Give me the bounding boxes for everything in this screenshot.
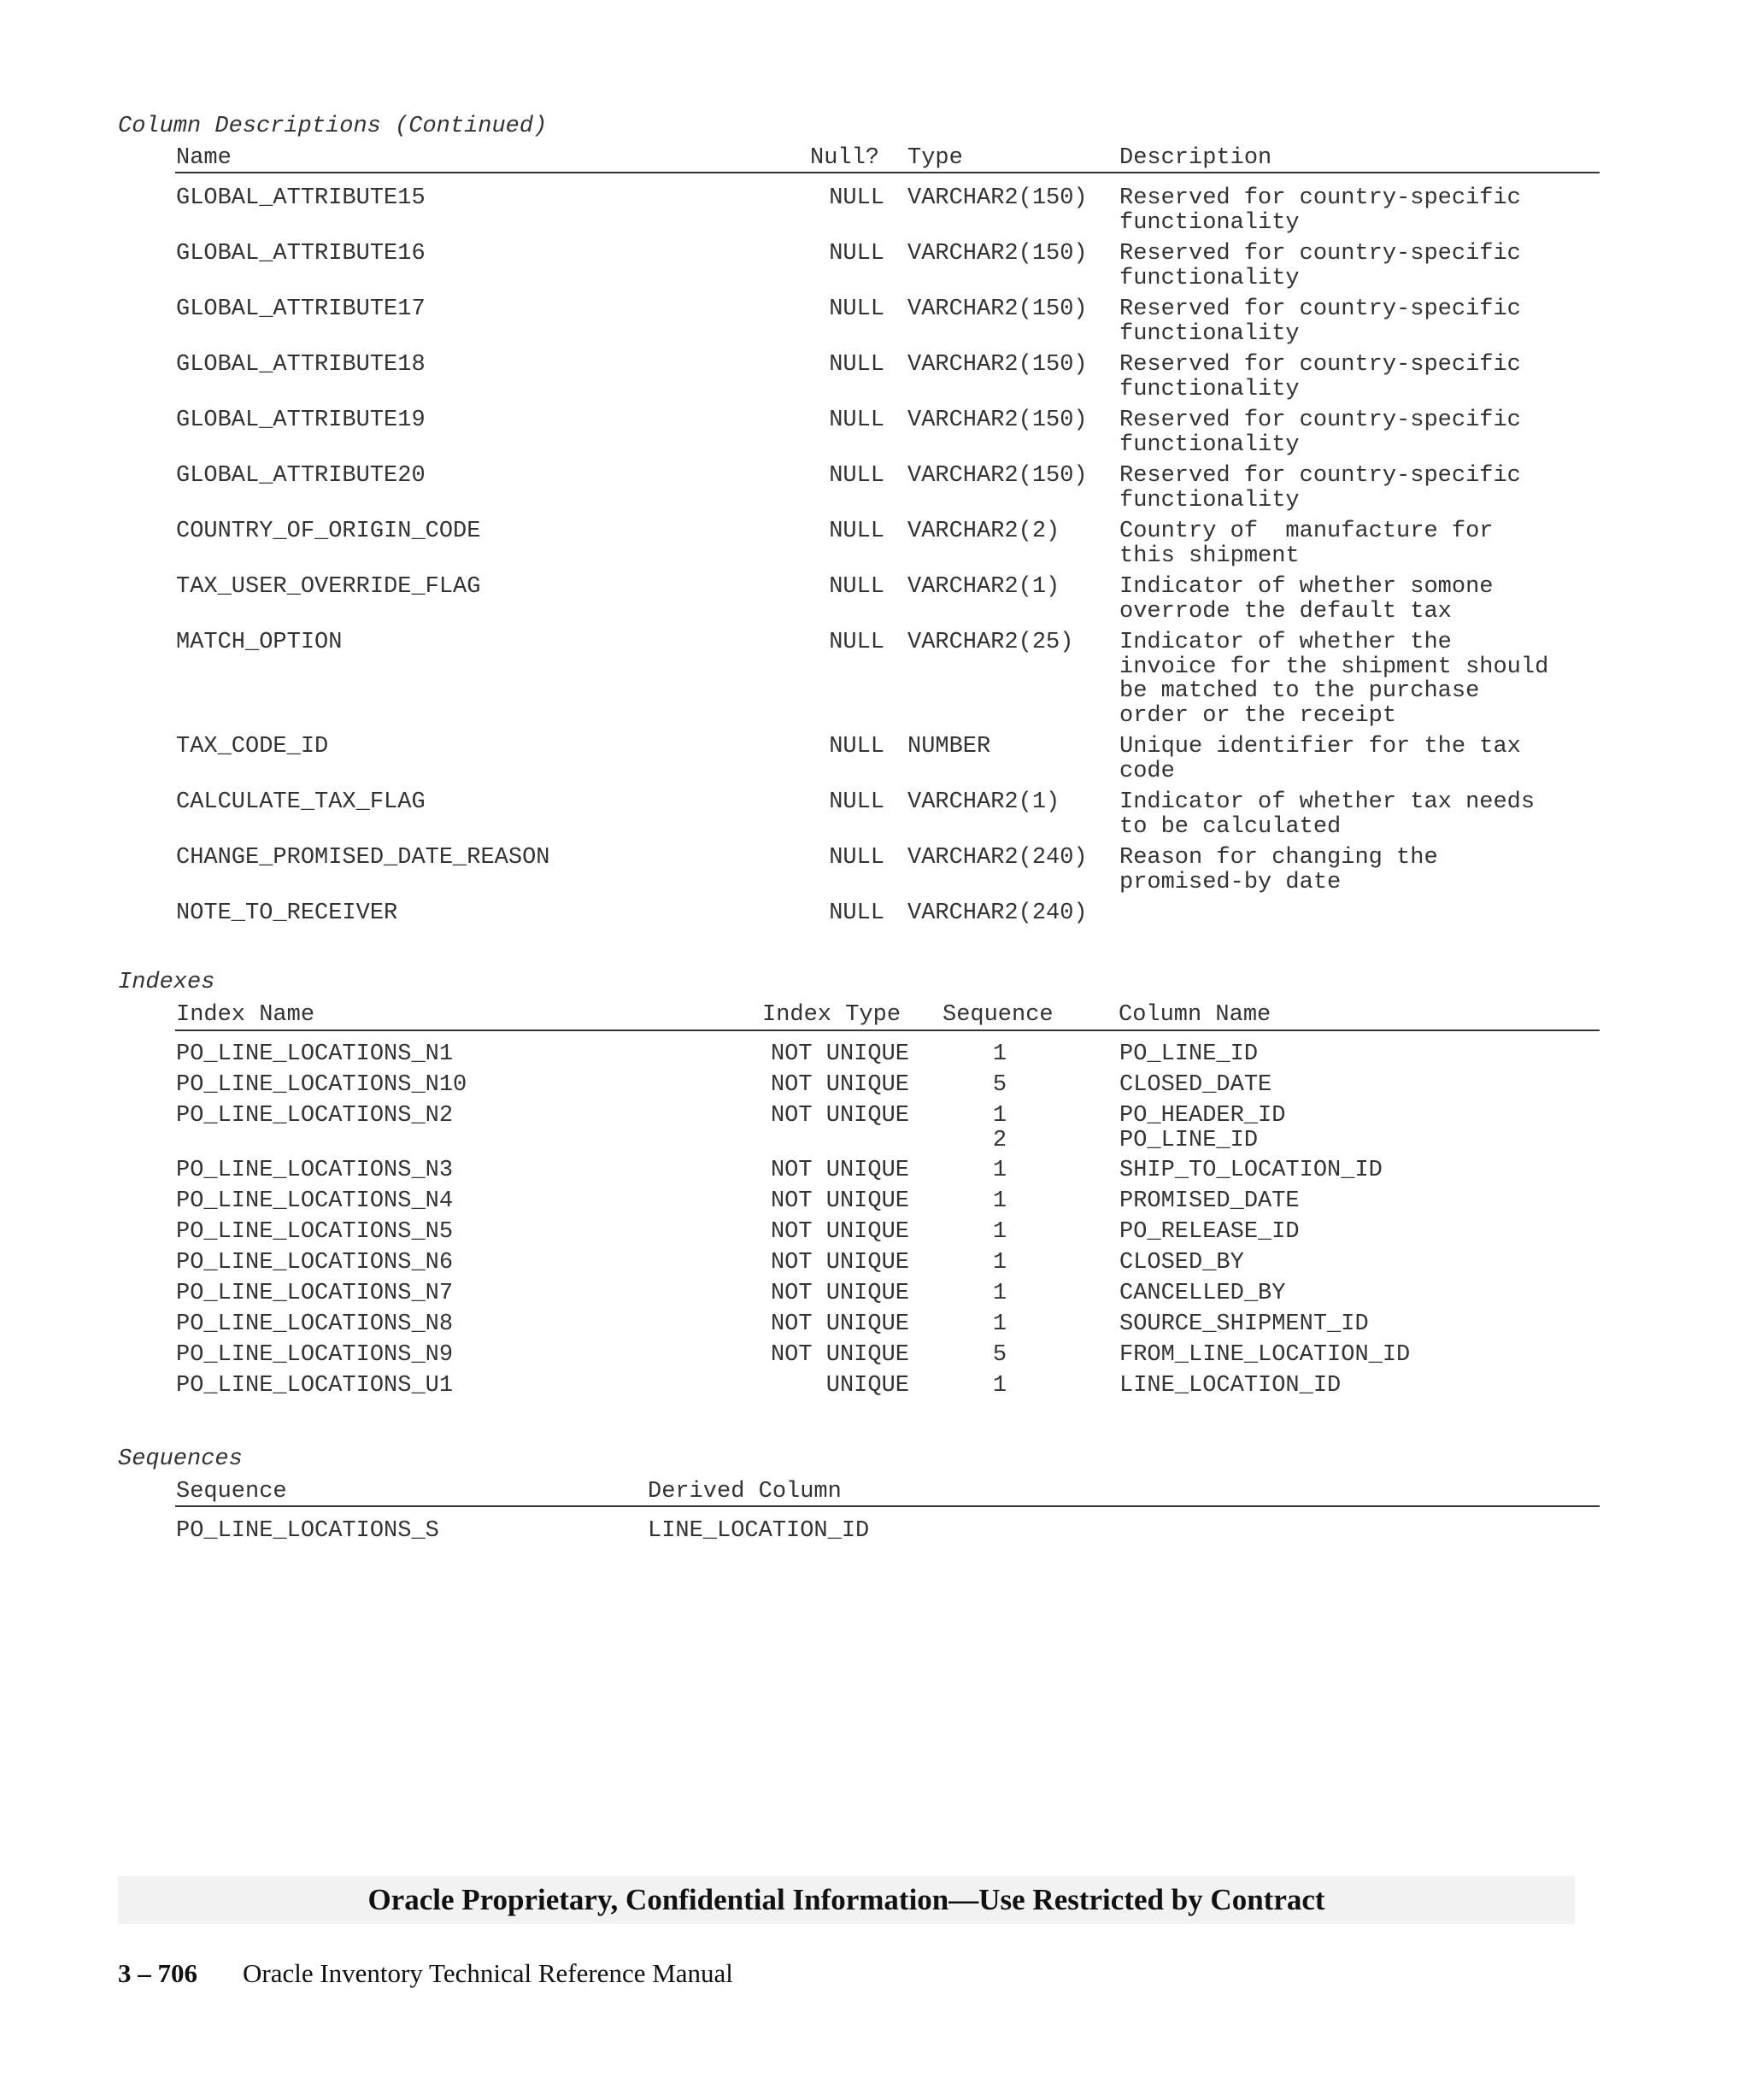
column-description-line: functionality (1119, 209, 1300, 236)
index-column-cell: PO_LINE_ID (1119, 1041, 1259, 1067)
index-name-cell: PO_LINE_LOCATIONS_N4 (176, 1188, 454, 1214)
page-number: 3 – 706 (118, 1958, 197, 1988)
column-null-cell: NULL (829, 789, 884, 815)
index-column-cell: CLOSED_BY (1119, 1250, 1244, 1276)
index-name-cell: PO_LINE_LOCATIONS_N10 (176, 1072, 467, 1098)
column-description-line: Reserved for country-specific (1119, 352, 1521, 378)
index-column-cell: SOURCE_SHIPMENT_ID (1119, 1311, 1369, 1337)
index-sequence-cell: 2 (992, 1127, 1007, 1153)
sequence-name-cell: PO_LINE_LOCATIONS_S (176, 1518, 439, 1544)
index-type-cell: NOT UNIQUE (770, 1188, 909, 1214)
column-null-cell: NULL (829, 574, 884, 600)
column-null-cell: NULL (829, 463, 884, 489)
index-sequence-cell: 1 (992, 1311, 1007, 1337)
column-type-cell: VARCHAR2(150) (907, 241, 1088, 267)
index-column-cell: CANCELLED_BY (1119, 1281, 1286, 1306)
index-column-cell: FROM_LINE_LOCATION_ID (1119, 1342, 1411, 1368)
column-description-line: promised-by date (1119, 869, 1342, 895)
index-sequence-cell: 1 (992, 1281, 1007, 1306)
sequences-rule (175, 1505, 1600, 1507)
column-type-cell: VARCHAR2(25) (907, 630, 1074, 655)
idx-header-sequence: Sequence (943, 1002, 1054, 1028)
column-null-cell: NULL (829, 296, 884, 322)
col-header-null: Null? (810, 145, 880, 171)
seq-header-derived-column: Derived Column (648, 1479, 842, 1505)
column-description-line: Indicator of whether tax needs (1119, 789, 1536, 815)
column-name-cell: GLOBAL_ATTRIBUTE16 (176, 241, 426, 267)
col-header-description: Description (1119, 145, 1272, 171)
column-type-cell: VARCHAR2(240) (907, 845, 1088, 871)
index-name-cell: PO_LINE_LOCATIONS_N9 (176, 1342, 454, 1368)
index-type-cell: NOT UNIQUE (770, 1072, 909, 1098)
index-name-cell: PO_LINE_LOCATIONS_N8 (176, 1311, 454, 1337)
column-type-cell: VARCHAR2(1) (907, 574, 1060, 600)
column-name-cell: GLOBAL_ATTRIBUTE17 (176, 296, 426, 322)
column-name-cell: GLOBAL_ATTRIBUTE18 (176, 352, 426, 378)
column-type-cell: VARCHAR2(1) (907, 789, 1060, 815)
sequences-title: Sequences (118, 1446, 243, 1472)
column-description-line: code (1119, 758, 1175, 784)
column-null-cell: NULL (829, 241, 884, 267)
column-name-cell: MATCH_OPTION (176, 630, 343, 655)
index-column-cell: PO_RELEASE_ID (1119, 1219, 1300, 1245)
column-name-cell: CALCULATE_TAX_FLAG (176, 789, 426, 815)
column-description-line: Reserved for country-specific (1119, 241, 1521, 267)
index-sequence-cell: 1 (992, 1103, 1007, 1129)
column-type-cell: VARCHAR2(150) (907, 185, 1088, 211)
column-type-cell: NUMBER (907, 734, 991, 760)
column-type-cell: VARCHAR2(150) (907, 352, 1088, 378)
indexes-rule (175, 1029, 1600, 1031)
column-name-cell: COUNTRY_OF_ORIGIN_CODE (176, 519, 481, 544)
index-column-cell: PROMISED_DATE (1119, 1188, 1300, 1214)
index-type-cell: NOT UNIQUE (770, 1103, 909, 1129)
index-column-cell: PO_LINE_ID (1119, 1127, 1259, 1153)
column-name-cell: GLOBAL_ATTRIBUTE19 (176, 408, 426, 433)
derived-column-cell: LINE_LOCATION_ID (648, 1518, 870, 1544)
column-description-line: functionality (1119, 431, 1300, 458)
col-header-name: Name (176, 145, 232, 171)
column-description-line: Unique identifier for the tax (1119, 734, 1521, 760)
column-description-line: Indicator of whether the (1119, 630, 1452, 655)
column-null-cell: NULL (829, 185, 884, 211)
column-name-cell: TAX_USER_OVERRIDE_FLAG (176, 574, 481, 600)
manual-title: Oracle Inventory Technical Reference Manual (243, 1958, 733, 1988)
column-description-line: Reserved for country-specific (1119, 408, 1521, 433)
column-description-line: Indicator of whether somone (1119, 574, 1494, 600)
idx-header-column-name: Column Name (1119, 1002, 1271, 1028)
column-null-cell: NULL (829, 734, 884, 760)
index-name-cell: PO_LINE_LOCATIONS_N3 (176, 1158, 454, 1183)
column-null-cell: NULL (829, 519, 884, 544)
column-name-cell: GLOBAL_ATTRIBUTE15 (176, 185, 426, 211)
index-name-cell: PO_LINE_LOCATIONS_N1 (176, 1041, 454, 1067)
index-name-cell: PO_LINE_LOCATIONS_N7 (176, 1281, 454, 1306)
column-null-cell: NULL (829, 845, 884, 871)
index-type-cell: NOT UNIQUE (770, 1219, 909, 1245)
column-description-line: Reserved for country-specific (1119, 463, 1521, 489)
column-description-line: invoice for the shipment should (1119, 654, 1549, 680)
index-column-cell: LINE_LOCATION_ID (1119, 1373, 1342, 1399)
index-sequence-cell: 1 (992, 1373, 1007, 1399)
index-name-cell: PO_LINE_LOCATIONS_U1 (176, 1373, 454, 1399)
index-sequence-cell: 5 (992, 1342, 1007, 1368)
col-header-type: Type (907, 145, 963, 171)
column-description-line: be matched to the purchase (1119, 678, 1480, 704)
index-type-cell: UNIQUE (825, 1373, 909, 1399)
index-sequence-cell: 1 (992, 1041, 1007, 1067)
column-type-cell: VARCHAR2(150) (907, 296, 1088, 322)
index-name-cell: PO_LINE_LOCATIONS_N2 (176, 1103, 454, 1129)
column-description-line: Reason for changing the (1119, 845, 1438, 871)
column-description-line: functionality (1119, 320, 1300, 347)
column-null-cell: NULL (829, 408, 884, 433)
column-description-line: Reserved for country-specific (1119, 296, 1521, 322)
column-description-line: order or the receipt (1119, 702, 1397, 729)
column-name-cell: TAX_CODE_ID (176, 734, 329, 760)
index-type-cell: NOT UNIQUE (770, 1158, 909, 1183)
index-column-cell: PO_HEADER_ID (1119, 1103, 1286, 1129)
index-sequence-cell: 5 (992, 1072, 1007, 1098)
index-sequence-cell: 1 (992, 1188, 1007, 1214)
seq-header-sequence: Sequence (176, 1479, 287, 1505)
index-column-cell: SHIP_TO_LOCATION_ID (1119, 1158, 1383, 1183)
index-column-cell: CLOSED_DATE (1119, 1072, 1272, 1098)
column-name-cell: CHANGE_PROMISED_DATE_REASON (176, 845, 550, 871)
column-description-line: functionality (1119, 376, 1300, 402)
column-name-cell: NOTE_TO_RECEIVER (176, 900, 398, 926)
column-description-line: Reserved for country-specific (1119, 185, 1521, 211)
column-null-cell: NULL (829, 630, 884, 655)
confidential-notice: Oracle Proprietary, Confidential Information––Use Restricted by Contract (367, 1883, 1325, 1916)
column-type-cell: VARCHAR2(150) (907, 408, 1088, 433)
index-sequence-cell: 1 (992, 1250, 1007, 1276)
column-description-line: functionality (1119, 487, 1300, 513)
index-type-cell: NOT UNIQUE (770, 1250, 909, 1276)
column-description-line: Country of manufacture for (1119, 519, 1494, 544)
column-description-line: to be calculated (1119, 813, 1342, 840)
column-descriptions-rule (175, 172, 1600, 173)
idx-header-index-name: Index Name (176, 1002, 315, 1028)
index-sequence-cell: 1 (992, 1158, 1007, 1183)
column-null-cell: NULL (829, 900, 884, 926)
indexes-title: Indexes (118, 970, 215, 995)
index-type-cell: NOT UNIQUE (770, 1311, 909, 1337)
index-name-cell: PO_LINE_LOCATIONS_N5 (176, 1219, 454, 1245)
column-description-line: functionality (1119, 265, 1300, 291)
column-name-cell: GLOBAL_ATTRIBUTE20 (176, 463, 426, 489)
index-sequence-cell: 1 (992, 1219, 1007, 1245)
index-type-cell: NOT UNIQUE (770, 1041, 909, 1067)
column-description-line: this shipment (1119, 543, 1300, 569)
index-type-cell: NOT UNIQUE (770, 1281, 909, 1306)
column-type-cell: VARCHAR2(150) (907, 463, 1088, 489)
index-type-cell: NOT UNIQUE (770, 1342, 909, 1368)
column-type-cell: VARCHAR2(240) (907, 900, 1088, 926)
index-name-cell: PO_LINE_LOCATIONS_N6 (176, 1250, 454, 1276)
column-descriptions-title: Column Descriptions (Continued) (118, 114, 548, 139)
column-null-cell: NULL (829, 352, 884, 378)
column-type-cell: VARCHAR2(2) (907, 519, 1060, 544)
idx-header-index-type: Index Type (762, 1002, 901, 1028)
column-description-line: overrode the default tax (1119, 598, 1452, 625)
